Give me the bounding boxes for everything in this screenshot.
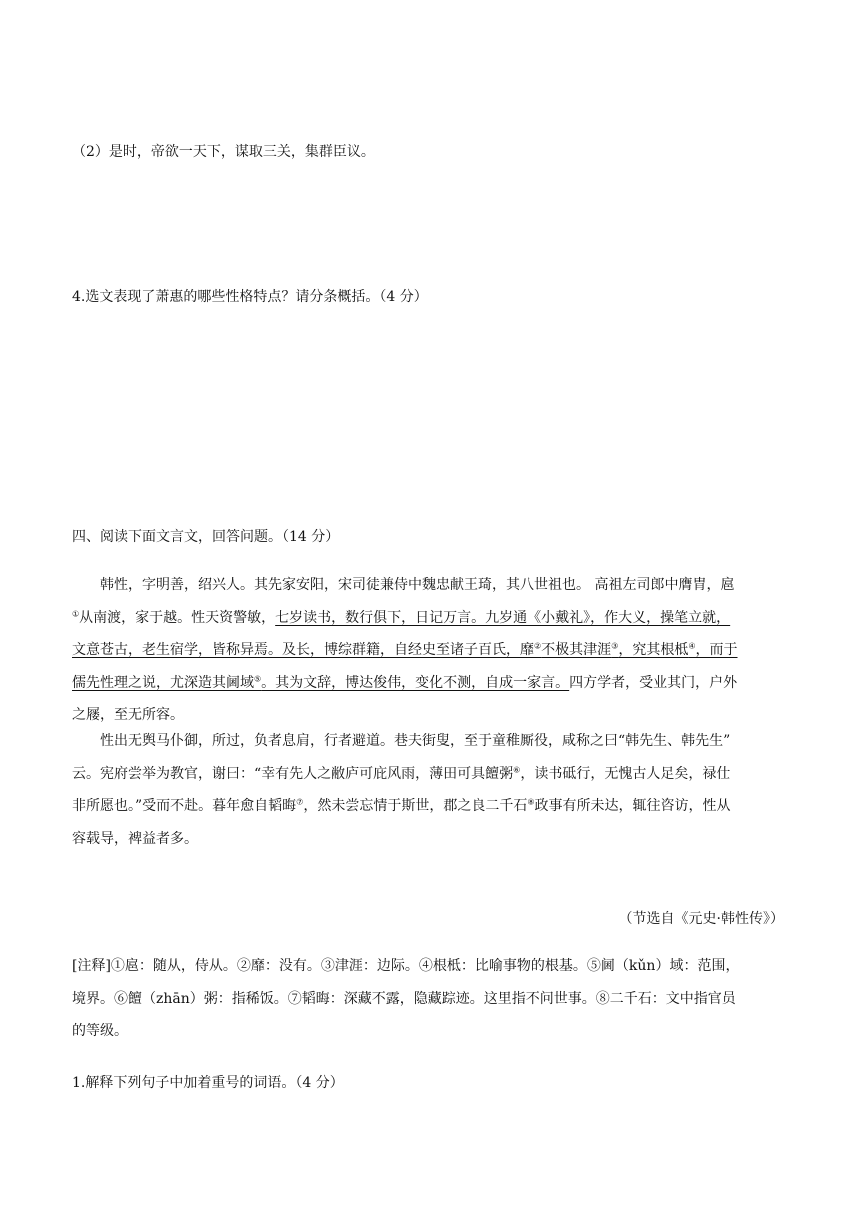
footnote-mark: ⑥	[513, 764, 521, 774]
section-4-title: 四、阅读下面文言文，回答问题。（14 分）	[72, 529, 340, 545]
passage-line: ①从南渡，家于越。性天资警敏，七岁读书，数行俱下，日记万言。九岁通《小戴礼》，作大义，操笔立就，	[72, 608, 731, 626]
footnote-mark: ③	[611, 641, 619, 651]
passage-line	[72, 641, 788, 674]
passage-line: 云。宪府尝举为教官，谢曰：“幸有先人之敝庐可庇风雨，薄田可具饘粥⑥，读书砥行，无愧古人足矣，禄仕	[72, 764, 731, 782]
footnote-mark: ④	[688, 641, 696, 651]
footnote-mark: ⑤	[254, 673, 262, 683]
underlined-text: 文意苍古，老生宿学，皆称异焉。及长，博综群籍，自经史至诸子百氏，靡②不极其津涯③，究其根柢④，而于	[72, 641, 738, 658]
source-citation: （节选自《元史·韩性传》）	[618, 911, 784, 927]
annotation-line: 境界。⑥饘（zhān）粥：指稀饭。⑦韬晦：深藏不露，隐藏踪迹。这里指不问世事。⑧二千石：文中指官员	[72, 990, 736, 1007]
passage-line: 非所愿也。”受而不赴。暮年愈自韬晦⑦，然未尝忘情于斯世，郡之良二千石⑧政事有所未达，辄往咨访，性从	[72, 797, 731, 814]
question-2-line: （2）是时，帝欲一天下，谋取三关，集群臣议。	[72, 144, 375, 160]
passage-line: 之屦，至无所容。	[72, 707, 184, 723]
footnote-mark: ⑧	[527, 797, 535, 807]
footnote-mark: ⑦	[296, 797, 304, 807]
passage-line: 容载导，裨益者多。	[72, 830, 198, 847]
annotations	[72, 957, 788, 1055]
passage-paragraph-2	[72, 732, 788, 862]
passage-line: 儒先性理之说，尤深造其阃域⑤。其为文辞，博达俊伟，变化不测，自成一家言。四方学者，受业其门，户外	[72, 673, 738, 691]
passage-line: 韩性，字明善，绍兴人。其先家安阳，宋司徒兼侍中魏忠献王琦，其八世祖也。 高祖左司郎中膺胄，扈	[100, 577, 735, 593]
question-1-line: 1.解释下列句子中加着重号的词语。（4 分）	[72, 1075, 344, 1091]
footnote-mark: ①	[72, 608, 80, 618]
annotation-line: [注释]①扈：随从，侍从。②靡：没有。③津涯：边际。④根柢：比喻事物的根基。⑤阃（kǔn）域：范围，	[72, 958, 740, 974]
annotation-line: 的等级。	[72, 1023, 128, 1039]
underlined-text: 七岁读书，数行俱下，日记万言。九岁通《小戴礼》，作大义，操笔立就，	[275, 609, 731, 626]
passage-paragraph-1	[72, 576, 788, 739]
footnote-mark: ②	[534, 641, 542, 651]
passage-line: 性出无舆马仆御，所过，负者息肩，行者避道。巷夫街叟，至于童稚厮役，咸称之曰“韩先生、韩先生”	[100, 733, 731, 749]
underlined-text: 儒先性理之说，尤深造其阃域⑤。其为文辞，博达俊伟，变化不测，自成一家言。	[72, 673, 570, 691]
question-4-line: 4.选文表现了萧惠的哪些性格特点？请分条概括。（4 分）	[72, 289, 428, 305]
